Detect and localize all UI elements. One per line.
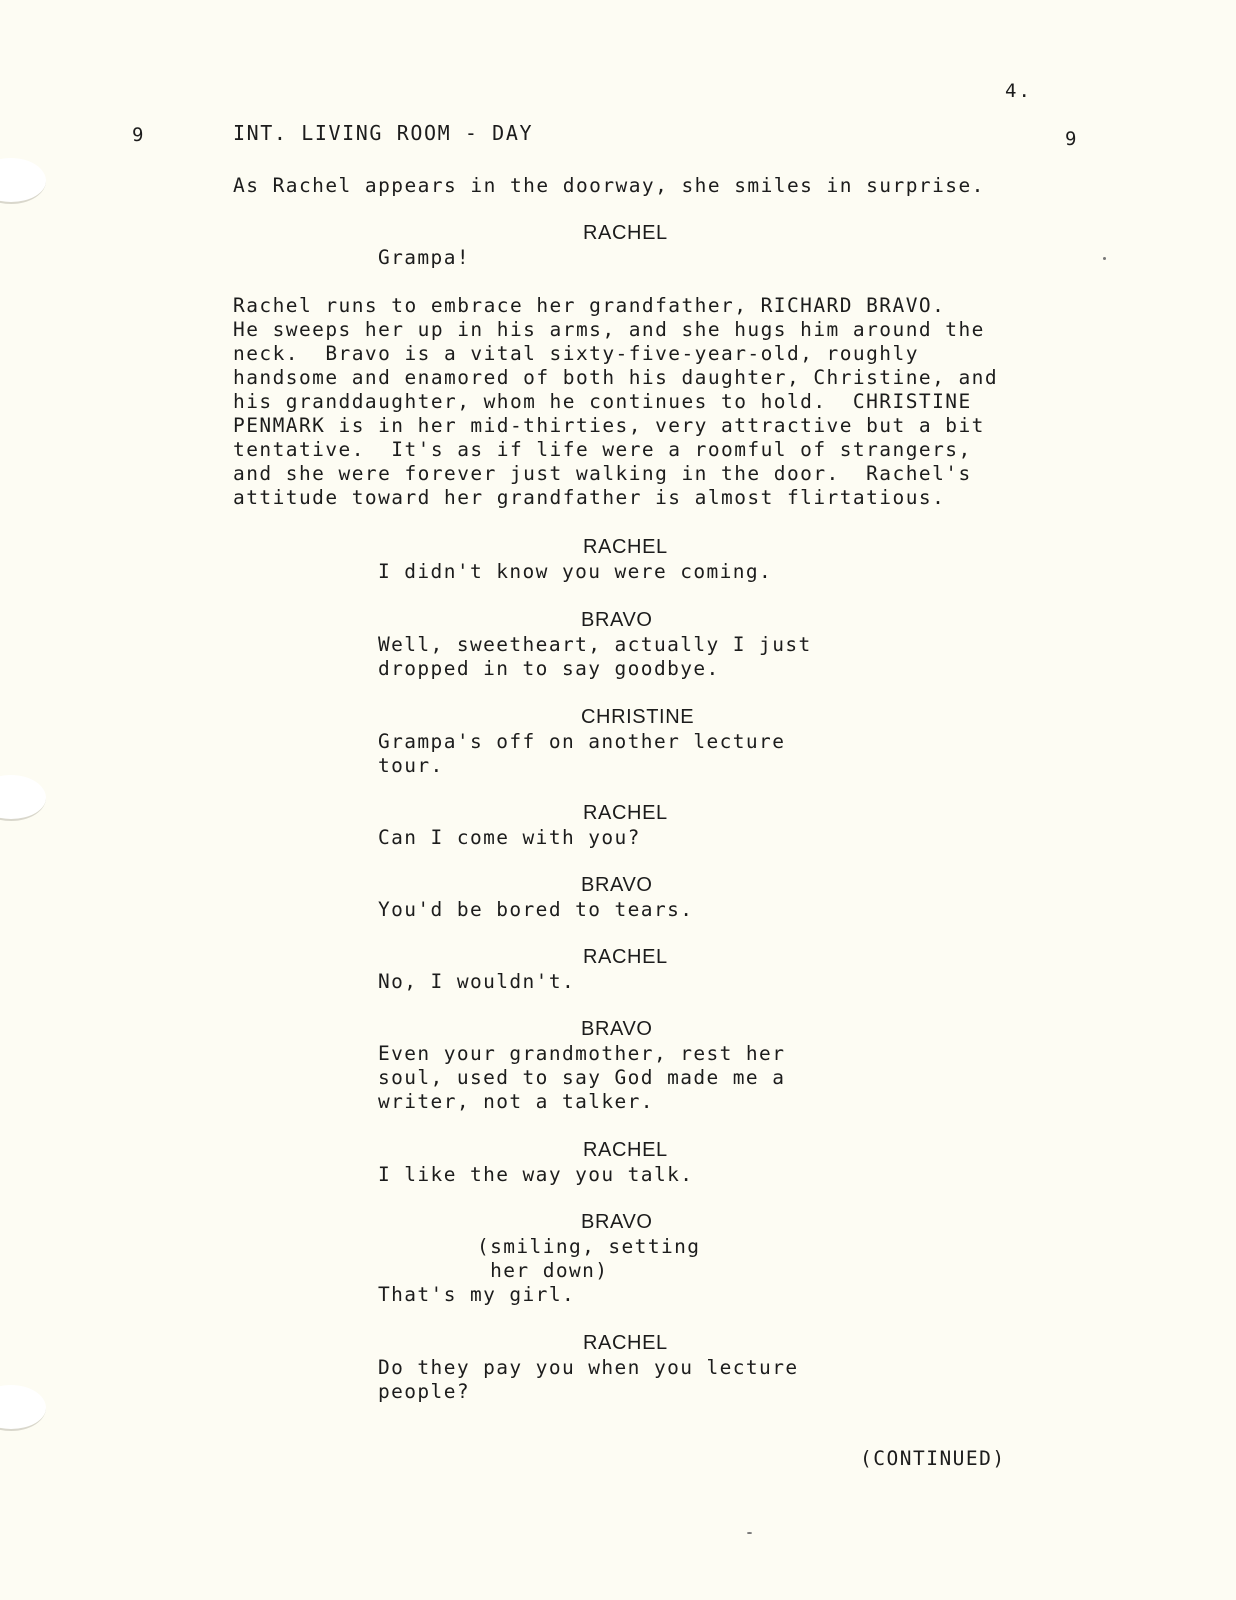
dialogue-line: Grampa! [378, 246, 470, 269]
dialogue-line: people? [378, 1380, 470, 1403]
action-line: attitude toward her grandfather is almost flirtatious. [233, 486, 946, 509]
paper-speck [1103, 257, 1106, 260]
dialogue-line: Even your grandmother, rest her [378, 1042, 786, 1065]
parenthetical-line: her down) [477, 1259, 609, 1282]
dialogue-line: I didn't know you were coming. [378, 560, 773, 583]
character-name: RACHEL [583, 1332, 668, 1354]
character-name: CHRISTINE [581, 706, 695, 728]
paper-speck [747, 1532, 752, 1534]
continued-marker: (CONTINUED) [860, 1447, 1006, 1470]
dialogue-line: Grampa's off on another lecture [378, 730, 786, 753]
character-name: RACHEL [583, 536, 668, 558]
page-number: 4. [1005, 80, 1032, 102]
character-name: BRAVO [581, 874, 653, 896]
action-line: As Rachel appears in the doorway, she smiles in surprise. [233, 174, 985, 197]
character-name: BRAVO [581, 1211, 653, 1233]
dialogue-line: You'd be bored to tears. [378, 898, 694, 921]
scene-heading: INT. LIVING ROOM - DAY [233, 121, 534, 145]
dialogue-line: I like the way you talk. [378, 1163, 694, 1186]
scene-number-right: 9 [1065, 128, 1077, 150]
scene-number-left: 9 [132, 124, 144, 146]
dialogue-line: writer, not a talker. [378, 1090, 654, 1113]
action-line: and she were forever just walking in the door. Rachel's [233, 462, 972, 485]
parenthetical-line: (smiling, setting [477, 1235, 701, 1258]
action-line: He sweeps her up in his arms, and she hugs him around the [233, 318, 985, 341]
action-line: PENMARK is in her mid-thirties, very attractive but a bit [233, 414, 985, 437]
character-name: RACHEL [583, 1139, 668, 1161]
dialogue-line: tour. [378, 754, 444, 777]
dialogue-line: No, I wouldn't. [378, 970, 576, 993]
dialogue-line: dropped in to say goodbye. [378, 657, 720, 680]
dialogue-line: That's my girl. [378, 1283, 576, 1306]
character-name: BRAVO [581, 1018, 653, 1040]
dialogue-line: Well, sweetheart, actually I just [378, 633, 812, 656]
binder-hole [0, 1385, 46, 1431]
action-line: Rachel runs to embrace her grandfather, RICHARD BRAVO. [233, 294, 946, 317]
character-name: RACHEL [583, 222, 668, 244]
dialogue-line: Can I come with you? [378, 826, 641, 849]
action-line: his granddaughter, whom he continues to hold. CHRISTINE [233, 390, 972, 413]
dialogue-line: Do they pay you when you lecture [378, 1356, 799, 1379]
action-line: handsome and enamored of both his daughter, Christine, and [233, 366, 999, 389]
character-name: RACHEL [583, 946, 668, 968]
character-name: BRAVO [581, 609, 653, 631]
action-line: tentative. It's as if life were a roomful of strangers, [233, 438, 972, 461]
binder-hole [0, 158, 46, 204]
action-line: neck. Bravo is a vital sixty-five-year-old, roughly [233, 342, 919, 365]
dialogue-line: soul, used to say God made me a [378, 1066, 786, 1089]
character-name: RACHEL [583, 802, 668, 824]
binder-hole [0, 775, 46, 821]
